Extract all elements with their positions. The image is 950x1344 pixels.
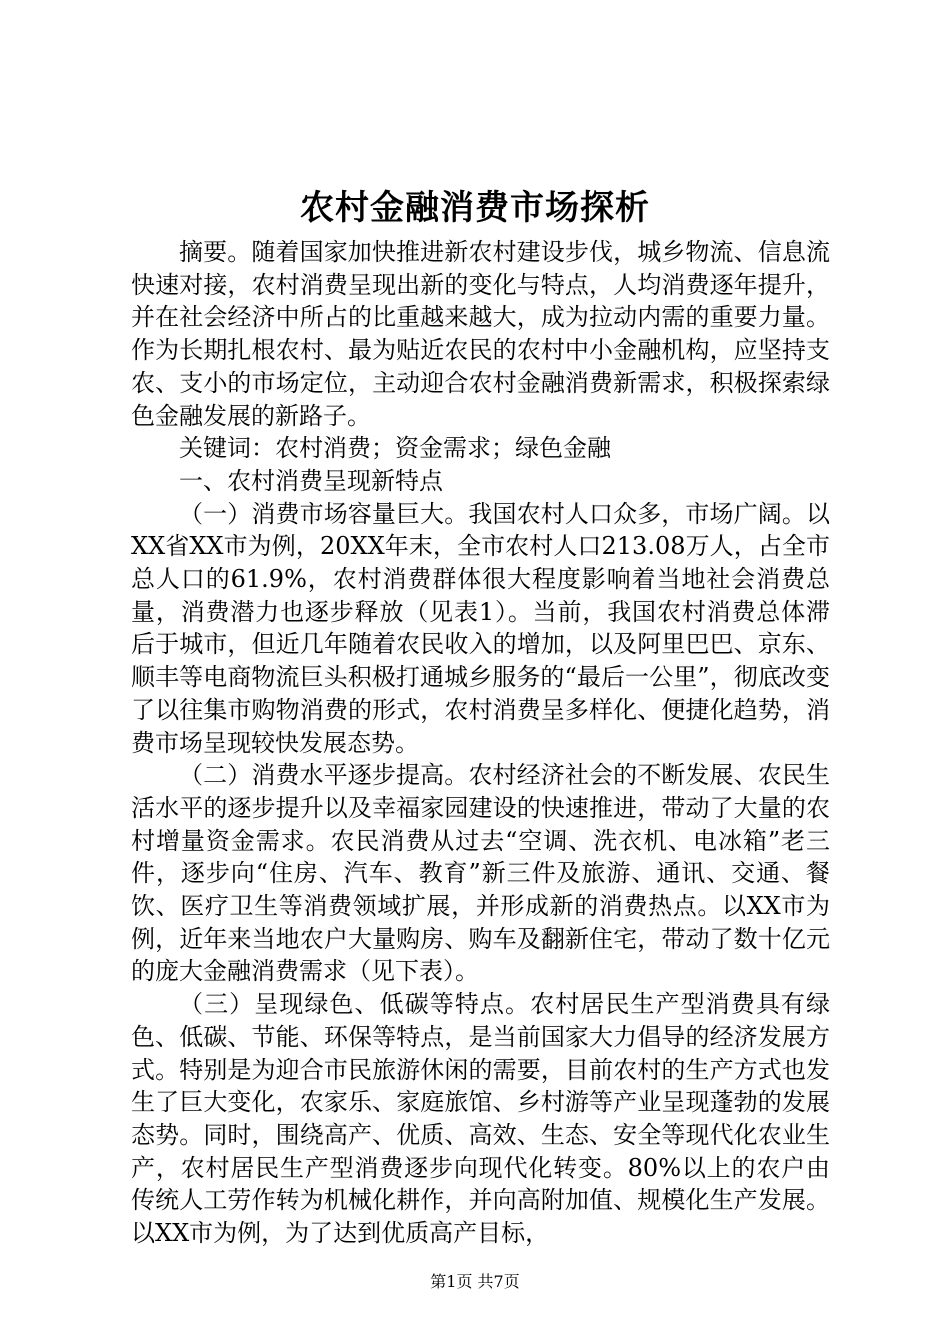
keywords-paragraph: 关键词：农村消费；资金需求；绿色金融 <box>179 434 611 463</box>
abstract-paragraph: 摘要。随着国家加快推进新农村建设步伐，城乡物流、信息流快速对接，农村消费呈现出新的变化与特点，人均消费逐年提升，并在社会经济中所占的比重越来越大，成为拉动内需的重要力量。作为长期扎根农村、最为贴近农民的农村中小金融机构，应坚持支农、支小的市场定位，主动迎合农村金融消费新需求，积极探索绿色金融发展的新路子。 <box>131 238 830 430</box>
page-footer: 第1页 共7页 <box>430 1272 520 1291</box>
body-paragraph: （三）呈现绿色、低碳等特点。农村居民生产型消费具有绿色、低碳、节能、环保等特点，是当前国家大力倡导的经济发展方式。特别是为迎合市民旅游休闲的需要，目前农村的生产方式也发生了巨大变化，农家乐、家庭旅馆、乡村游等产业呈现蓬勃的发展态势。同时，围绕高产、优质、高效、生态、安全等现代化农业生产，农村居民生产型消费逐步向现代化转变。80%以上的农户由传统人工劳作转为机械化耕作，并向高附加值、规模化生产发展。以XX市为例，为了达到优质高产目标， <box>131 990 830 1248</box>
document-title: 农村金融消费市场探析 <box>300 188 650 228</box>
body-paragraph: （二）消费水平逐步提高。农村经济社会的不断发展、农民生活水平的逐步提升以及幸福家园建设的快速推进，带动了大量的农村增量资金需求。农民消费从过去“空调、洗衣机、电冰箱”老三件，逐步向“住房、汽车、教育”新三件及旅游、通讯、交通、餐饮、医疗卫生等消费领域扩展，并形成新的消费热点。以XX市为例，近年来当地农户大量购房、购车及翻新住宅，带动了数十亿元的庞大金融消费需求（见下表）。 <box>131 761 830 986</box>
section-heading: 一、农村消费呈现新特点 <box>179 466 443 495</box>
body-paragraph: （一）消费市场容量巨大。我国农村人口众多，市场广阔。以XX省XX市为例，20XX年末，全市农村人口213.08万人，占全市总人口的61.9%，农村消费群体很大程度影响着当地社会消费总量，消费潜力也逐步释放（见表1）。当前，我国农村消费总体滞后于城市，但近几年随着农民收入的增加，以及阿里巴巴、京东、顺丰等电商物流巨头积极打通城乡服务的“最后一公里”，彻底改变了以往集市购物消费的形式，农村消费呈多样化、便捷化趋势，消费市场呈现较快发展态势。 <box>131 499 830 757</box>
document-body <box>131 236 830 1250</box>
